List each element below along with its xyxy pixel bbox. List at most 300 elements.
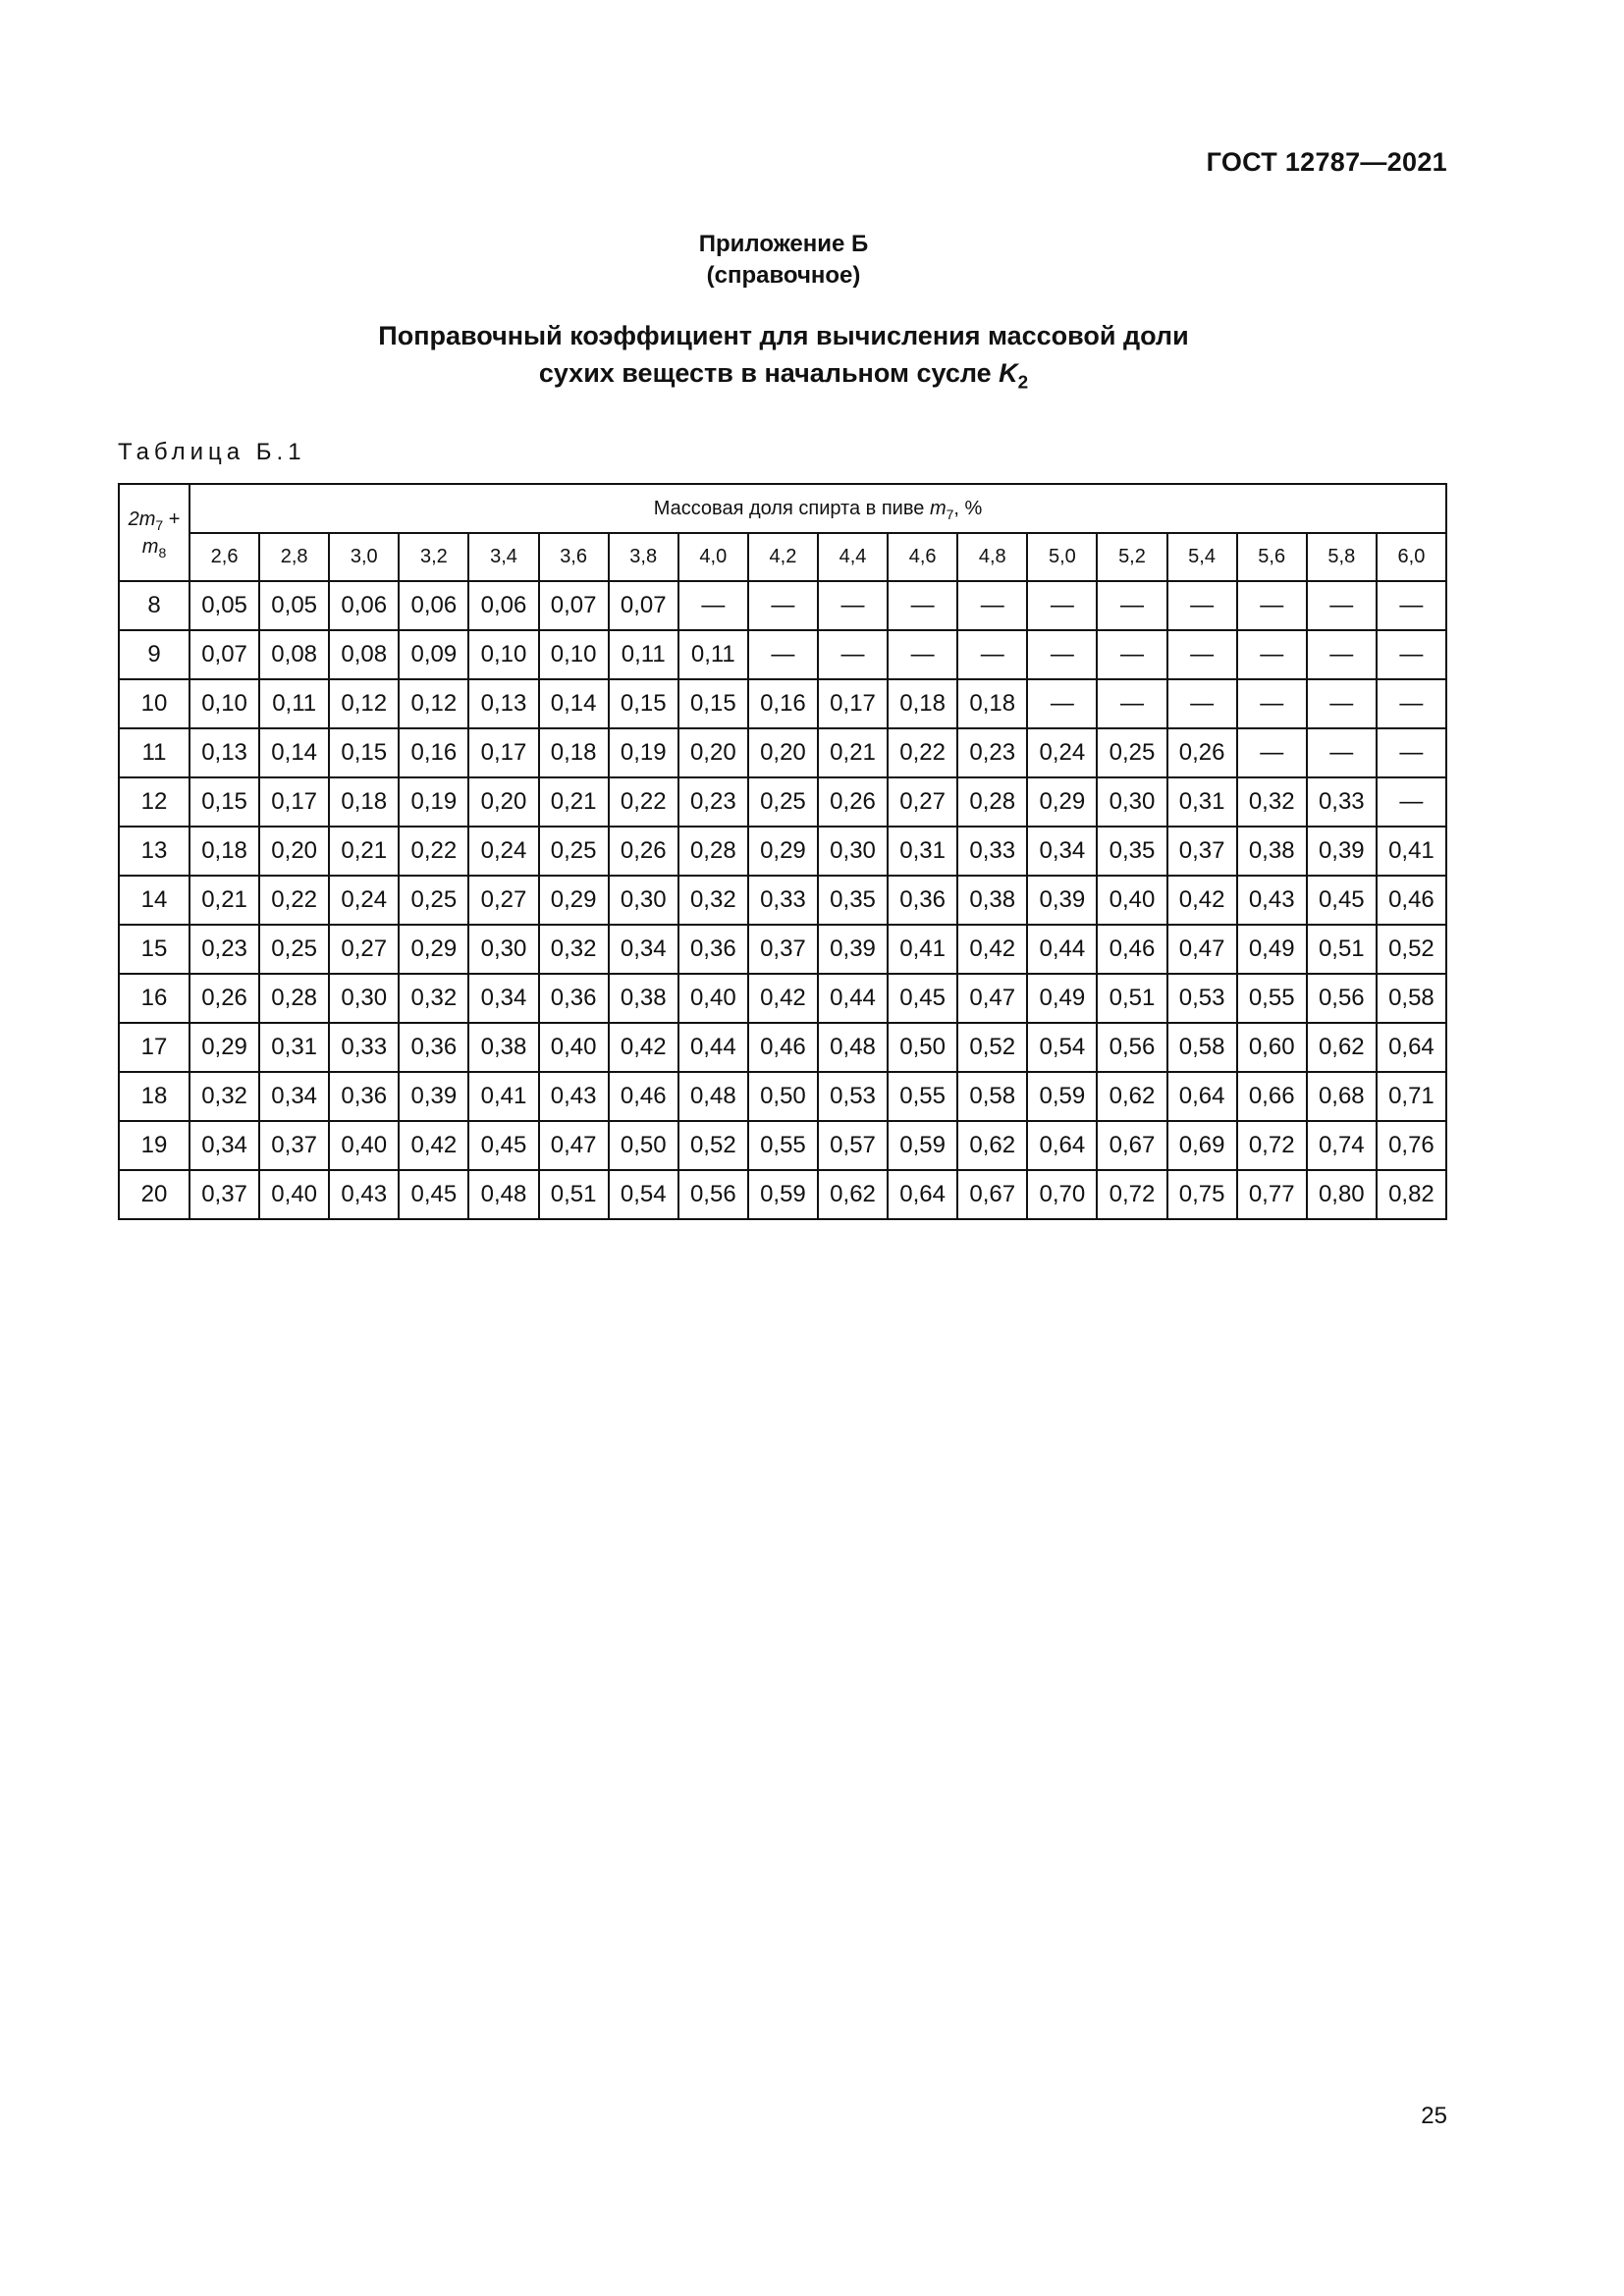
table-cell: 0,52 xyxy=(957,1023,1027,1072)
table-cell: 0,37 xyxy=(1167,827,1237,876)
table-cell: 0,57 xyxy=(818,1121,888,1170)
table-cell: 0,41 xyxy=(1377,827,1446,876)
corner-var-2: m xyxy=(141,535,159,558)
table-cell: 0,47 xyxy=(539,1121,609,1170)
table-cell: 0,55 xyxy=(888,1072,957,1121)
table-cell: 0,38 xyxy=(468,1023,538,1072)
table-cell: 0,32 xyxy=(678,876,748,925)
appendix-title: Приложение Б xyxy=(698,231,869,257)
table-header-row xyxy=(119,484,1446,533)
table-cell: 0,75 xyxy=(1167,1170,1237,1219)
table-cell: 0,49 xyxy=(1027,974,1097,1023)
table-cell: 0,18 xyxy=(888,679,957,728)
row-header: 20 xyxy=(119,1170,189,1219)
column-header: 3,4 xyxy=(468,533,538,581)
table-cell: — xyxy=(1237,581,1307,630)
table-cell: — xyxy=(1377,581,1446,630)
table-cell: 0,34 xyxy=(1027,827,1097,876)
table-cell: 0,42 xyxy=(609,1023,678,1072)
table-cell: 0,11 xyxy=(678,630,748,679)
table-cell: 0,62 xyxy=(1097,1072,1166,1121)
table-cell: 0,14 xyxy=(539,679,609,728)
table-row xyxy=(119,827,1446,876)
table-cell: 0,38 xyxy=(957,876,1027,925)
table-cell: 0,47 xyxy=(957,974,1027,1023)
title-symbol: K xyxy=(999,358,1018,388)
table-cell: 0,11 xyxy=(259,679,329,728)
table-cell: 0,59 xyxy=(748,1170,818,1219)
table-cell: 0,22 xyxy=(888,728,957,777)
row-header: 12 xyxy=(119,777,189,827)
table-cell: 0,12 xyxy=(329,679,399,728)
table-cell: 0,45 xyxy=(468,1121,538,1170)
table-cell: 0,31 xyxy=(1167,777,1237,827)
table-row xyxy=(119,581,1446,630)
table-cell: 0,51 xyxy=(539,1170,609,1219)
table-cell: 0,05 xyxy=(259,581,329,630)
table-cell: 0,37 xyxy=(259,1121,329,1170)
table-cell: 0,30 xyxy=(468,925,538,974)
title-line-2 xyxy=(0,354,1567,392)
row-header: 19 xyxy=(119,1121,189,1170)
table-cell: 0,45 xyxy=(1307,876,1377,925)
table-cell: 0,22 xyxy=(399,827,468,876)
table-row xyxy=(119,1023,1446,1072)
table-cell: 0,56 xyxy=(1097,1023,1166,1072)
table-cell: 0,23 xyxy=(957,728,1027,777)
table-cell: 0,17 xyxy=(259,777,329,827)
span-header-suffix: , % xyxy=(953,497,983,519)
table-cell: 0,35 xyxy=(1097,827,1166,876)
page-number: 25 xyxy=(1421,2103,1447,2129)
table-cell: 0,43 xyxy=(329,1170,399,1219)
table-cell: 0,15 xyxy=(329,728,399,777)
table-cell: 0,08 xyxy=(259,630,329,679)
table-cell: 0,15 xyxy=(189,777,259,827)
table-cell: — xyxy=(957,581,1027,630)
table-cell: 0,59 xyxy=(888,1121,957,1170)
table-cell: 0,53 xyxy=(1167,974,1237,1023)
row-header: 10 xyxy=(119,679,189,728)
corner-line-1 xyxy=(120,506,189,533)
table-cell: 0,36 xyxy=(399,1023,468,1072)
table-cell: 0,21 xyxy=(189,876,259,925)
table-cell: 0,82 xyxy=(1377,1170,1446,1219)
table-cell: 0,28 xyxy=(259,974,329,1023)
table-cell: — xyxy=(1377,728,1446,777)
table-cell: 0,52 xyxy=(1377,925,1446,974)
row-header: 11 xyxy=(119,728,189,777)
corner-sub-2: 8 xyxy=(158,544,167,561)
table-cell: 0,48 xyxy=(678,1072,748,1121)
table-row xyxy=(119,925,1446,974)
table-cell: 0,21 xyxy=(539,777,609,827)
table-cell: 0,42 xyxy=(748,974,818,1023)
table-cell: 0,62 xyxy=(818,1170,888,1219)
table-cell: 0,36 xyxy=(678,925,748,974)
table-cell: 0,15 xyxy=(609,679,678,728)
column-header: 6,0 xyxy=(1377,533,1446,581)
table-cell: 0,30 xyxy=(609,876,678,925)
table-cell: 0,64 xyxy=(1167,1072,1237,1121)
table-cell: 0,76 xyxy=(1377,1121,1446,1170)
table-cell: 0,25 xyxy=(1097,728,1166,777)
table-cell: 0,21 xyxy=(818,728,888,777)
table-cell: 0,46 xyxy=(609,1072,678,1121)
table-cell: 0,64 xyxy=(1377,1023,1446,1072)
table-cell: 0,59 xyxy=(1027,1072,1097,1121)
table-cell: 0,33 xyxy=(1307,777,1377,827)
table-cell: — xyxy=(748,581,818,630)
table-cell: 0,40 xyxy=(678,974,748,1023)
column-header: 4,0 xyxy=(678,533,748,581)
table-cell: 0,20 xyxy=(468,777,538,827)
column-header: 4,2 xyxy=(748,533,818,581)
table-cell: 0,69 xyxy=(1167,1121,1237,1170)
table-cell: 0,16 xyxy=(399,728,468,777)
table-cell: 0,55 xyxy=(748,1121,818,1170)
table-cell: 0,44 xyxy=(1027,925,1097,974)
table-cell: — xyxy=(1377,777,1446,827)
table-cell: 0,46 xyxy=(1097,925,1166,974)
table-cell: 0,39 xyxy=(818,925,888,974)
table-cell: 0,37 xyxy=(189,1170,259,1219)
table-cell: 0,05 xyxy=(189,581,259,630)
table-cell: 0,40 xyxy=(539,1023,609,1072)
table-cell: — xyxy=(1237,679,1307,728)
table-cell: 0,54 xyxy=(609,1170,678,1219)
table-cell: 0,06 xyxy=(399,581,468,630)
table-cell: 0,56 xyxy=(678,1170,748,1219)
table-cell: 0,29 xyxy=(1027,777,1097,827)
table-cell: 0,22 xyxy=(259,876,329,925)
row-header: 9 xyxy=(119,630,189,679)
row-header: 16 xyxy=(119,974,189,1023)
table-cell: 0,62 xyxy=(957,1121,1027,1170)
table-cell: 0,62 xyxy=(1307,1023,1377,1072)
table-cell: 0,17 xyxy=(468,728,538,777)
column-header: 5,0 xyxy=(1027,533,1097,581)
table-cell: — xyxy=(1167,581,1237,630)
table-cell: 0,36 xyxy=(888,876,957,925)
table-cell: 0,34 xyxy=(189,1121,259,1170)
table-row xyxy=(119,876,1446,925)
table-cell: 0,06 xyxy=(468,581,538,630)
table-cell: 0,34 xyxy=(259,1072,329,1121)
table-cell: 0,36 xyxy=(539,974,609,1023)
table-cell: 0,35 xyxy=(818,876,888,925)
table-cell: 0,42 xyxy=(1167,876,1237,925)
corner-var-1: 2m xyxy=(128,507,156,530)
alcohol-fraction-header xyxy=(189,484,1446,533)
table-cell: 0,11 xyxy=(609,630,678,679)
table-cell: 0,06 xyxy=(329,581,399,630)
table-cell: 0,39 xyxy=(399,1072,468,1121)
row-header: 14 xyxy=(119,876,189,925)
table-cell: 0,07 xyxy=(539,581,609,630)
table-cell: — xyxy=(1377,630,1446,679)
table-cell: 0,51 xyxy=(1307,925,1377,974)
table-cell: 0,40 xyxy=(259,1170,329,1219)
column-header: 3,6 xyxy=(539,533,609,581)
table-cell: 0,27 xyxy=(888,777,957,827)
column-header: 4,8 xyxy=(957,533,1027,581)
table-cell: — xyxy=(1307,581,1377,630)
table-cell: 0,72 xyxy=(1237,1121,1307,1170)
table-cell: — xyxy=(1167,679,1237,728)
table-cell: 0,44 xyxy=(678,1023,748,1072)
table-cell: 0,31 xyxy=(259,1023,329,1072)
table-cell: 0,18 xyxy=(189,827,259,876)
table-cell: 0,43 xyxy=(1237,876,1307,925)
table-cell: 0,10 xyxy=(468,630,538,679)
table-cell: 0,25 xyxy=(399,876,468,925)
row-header: 15 xyxy=(119,925,189,974)
table-cell: 0,54 xyxy=(1027,1023,1097,1072)
table-cell: 0,77 xyxy=(1237,1170,1307,1219)
table-body xyxy=(119,581,1446,1219)
table-cell: 0,38 xyxy=(609,974,678,1023)
table-cell: 0,67 xyxy=(1097,1121,1166,1170)
document-title xyxy=(0,317,1567,392)
table-cell: 0,27 xyxy=(468,876,538,925)
table-cell: 0,07 xyxy=(189,630,259,679)
table-cell: 0,67 xyxy=(957,1170,1027,1219)
table-cell: 0,30 xyxy=(818,827,888,876)
column-header: 3,8 xyxy=(609,533,678,581)
table-cell: 0,38 xyxy=(1237,827,1307,876)
title-line-2-text: сухих веществ в начальном сусле xyxy=(538,358,1000,388)
column-header: 4,4 xyxy=(818,533,888,581)
table-cell: 0,37 xyxy=(748,925,818,974)
table-cell: 0,18 xyxy=(957,679,1027,728)
span-header-text: Массовая доля спирта в пиве xyxy=(653,497,930,519)
table-cell: 0,45 xyxy=(888,974,957,1023)
table-cell: 0,24 xyxy=(468,827,538,876)
table-row xyxy=(119,630,1446,679)
table-cell: — xyxy=(1307,679,1377,728)
table-cell: — xyxy=(678,581,748,630)
table-cell: 0,52 xyxy=(678,1121,748,1170)
table-row xyxy=(119,974,1446,1023)
column-header: 3,2 xyxy=(399,533,468,581)
table-cell: 0,53 xyxy=(818,1072,888,1121)
appendix-status: (справочное) xyxy=(706,262,861,289)
table-row xyxy=(119,1121,1446,1170)
column-header: 3,0 xyxy=(329,533,399,581)
table-cell: 0,48 xyxy=(818,1023,888,1072)
table-cell: 0,46 xyxy=(1377,876,1446,925)
table-cell: 0,25 xyxy=(748,777,818,827)
table-cell: 0,25 xyxy=(259,925,329,974)
table-cell: 0,29 xyxy=(189,1023,259,1072)
standard-code: ГОСТ 12787—2021 xyxy=(1206,147,1447,177)
table-cell: 0,39 xyxy=(1027,876,1097,925)
table-cell: 0,30 xyxy=(329,974,399,1023)
table-cell: 0,29 xyxy=(399,925,468,974)
corner-plus: + xyxy=(163,507,181,530)
table-cell: 0,14 xyxy=(259,728,329,777)
table-row xyxy=(119,1072,1446,1121)
table-cell: 0,29 xyxy=(539,876,609,925)
table-cell: 0,44 xyxy=(818,974,888,1023)
row-header: 18 xyxy=(119,1072,189,1121)
table-cell: 0,28 xyxy=(957,777,1027,827)
correction-coefficient-table xyxy=(118,483,1447,1220)
table-cell: 0,64 xyxy=(1027,1121,1097,1170)
table-cell: 0,12 xyxy=(399,679,468,728)
table-cell: 0,20 xyxy=(259,827,329,876)
table-cell: 0,42 xyxy=(957,925,1027,974)
table-cell: 0,18 xyxy=(539,728,609,777)
table-cell: 0,24 xyxy=(329,876,399,925)
table-row xyxy=(119,1170,1446,1219)
table-cell: 0,27 xyxy=(329,925,399,974)
table-corner-header xyxy=(119,484,189,581)
table-cell: 0,40 xyxy=(329,1121,399,1170)
table-cell: — xyxy=(957,630,1027,679)
table-cell: — xyxy=(818,581,888,630)
table-cell: 0,39 xyxy=(1307,827,1377,876)
table-cell: 0,10 xyxy=(539,630,609,679)
table-cell: 0,28 xyxy=(678,827,748,876)
table-cell: 0,41 xyxy=(468,1072,538,1121)
table-cell: 0,32 xyxy=(1237,777,1307,827)
table-cell: — xyxy=(1027,679,1097,728)
table-cell: — xyxy=(1307,728,1377,777)
column-header-row xyxy=(119,533,1446,581)
table-cell: 0,40 xyxy=(1097,876,1166,925)
column-header: 2,8 xyxy=(259,533,329,581)
table-cell: 0,32 xyxy=(189,1072,259,1121)
table-cell: — xyxy=(1307,630,1377,679)
table-cell: 0,20 xyxy=(748,728,818,777)
table-cell: 0,32 xyxy=(539,925,609,974)
table-cell: 0,09 xyxy=(399,630,468,679)
table-cell: 0,42 xyxy=(399,1121,468,1170)
table-cell: — xyxy=(888,630,957,679)
corner-line-2 xyxy=(120,533,189,561)
row-header: 13 xyxy=(119,827,189,876)
table-cell: 0,20 xyxy=(678,728,748,777)
table-cell: 0,26 xyxy=(189,974,259,1023)
table-cell: — xyxy=(748,630,818,679)
column-header: 2,6 xyxy=(189,533,259,581)
table-cell: — xyxy=(1097,630,1166,679)
table-cell: 0,50 xyxy=(609,1121,678,1170)
column-header: 5,4 xyxy=(1167,533,1237,581)
span-header-var: m xyxy=(929,497,947,519)
table-cell: 0,17 xyxy=(818,679,888,728)
table-cell: 0,36 xyxy=(329,1072,399,1121)
table-cell: 0,22 xyxy=(609,777,678,827)
table-cell: 0,26 xyxy=(1167,728,1237,777)
table-cell: — xyxy=(1237,728,1307,777)
table-cell: 0,80 xyxy=(1307,1170,1377,1219)
table-cell: — xyxy=(1097,679,1166,728)
table-cell: 0,19 xyxy=(399,777,468,827)
table-cell: 0,13 xyxy=(189,728,259,777)
span-header-sub: 7 xyxy=(946,506,954,522)
table-cell: 0,24 xyxy=(1027,728,1097,777)
table-cell: — xyxy=(888,581,957,630)
column-header: 5,6 xyxy=(1237,533,1307,581)
table-label: Таблица Б.1 xyxy=(118,439,306,465)
table-cell: 0,26 xyxy=(609,827,678,876)
column-header: 4,6 xyxy=(888,533,957,581)
table-cell: 0,74 xyxy=(1307,1121,1377,1170)
corner-sub-1: 7 xyxy=(155,516,164,533)
table-cell: 0,16 xyxy=(748,679,818,728)
table-cell: 0,66 xyxy=(1237,1072,1307,1121)
table-cell: 0,47 xyxy=(1167,925,1237,974)
table-cell: 0,30 xyxy=(1097,777,1166,827)
title-symbol-subscript: 2 xyxy=(1017,372,1029,394)
table-cell: 0,26 xyxy=(818,777,888,827)
table-cell: 0,48 xyxy=(468,1170,538,1219)
table-cell: 0,68 xyxy=(1307,1072,1377,1121)
table-cell: 0,33 xyxy=(957,827,1027,876)
table-cell: — xyxy=(1167,630,1237,679)
table-cell: 0,32 xyxy=(399,974,468,1023)
table-cell: 0,56 xyxy=(1307,974,1377,1023)
table-cell: 0,46 xyxy=(748,1023,818,1072)
table-cell: 0,23 xyxy=(189,925,259,974)
column-header: 5,8 xyxy=(1307,533,1377,581)
table-cell: — xyxy=(1237,630,1307,679)
table-cell: 0,25 xyxy=(539,827,609,876)
column-header: 5,2 xyxy=(1097,533,1166,581)
table-cell: 0,13 xyxy=(468,679,538,728)
table-cell: 0,55 xyxy=(1237,974,1307,1023)
table-cell: 0,08 xyxy=(329,630,399,679)
table-cell: 0,58 xyxy=(957,1072,1027,1121)
table-cell: 0,10 xyxy=(189,679,259,728)
title-line-1: Поправочный коэффициент для вычисления массовой доли xyxy=(378,321,1189,350)
table-cell: 0,33 xyxy=(329,1023,399,1072)
table-cell: — xyxy=(1027,581,1097,630)
table-cell: 0,41 xyxy=(888,925,957,974)
table-cell: 0,64 xyxy=(888,1170,957,1219)
table-cell: 0,45 xyxy=(399,1170,468,1219)
table-cell: 0,58 xyxy=(1377,974,1446,1023)
table-cell: 0,07 xyxy=(609,581,678,630)
table-cell: 0,18 xyxy=(329,777,399,827)
table-cell: 0,21 xyxy=(329,827,399,876)
table-cell: 0,19 xyxy=(609,728,678,777)
table-cell: 0,33 xyxy=(748,876,818,925)
table-cell: 0,71 xyxy=(1377,1072,1446,1121)
table-cell: 0,34 xyxy=(609,925,678,974)
table-cell: 0,29 xyxy=(748,827,818,876)
row-header: 17 xyxy=(119,1023,189,1072)
table-cell: 0,34 xyxy=(468,974,538,1023)
table-cell: 0,51 xyxy=(1097,974,1166,1023)
table-cell: 0,43 xyxy=(539,1072,609,1121)
appendix-heading xyxy=(0,229,1567,292)
table-cell: 0,72 xyxy=(1097,1170,1166,1219)
table-row xyxy=(119,777,1446,827)
table-cell: 0,50 xyxy=(888,1023,957,1072)
table-cell: — xyxy=(818,630,888,679)
table-cell: 0,60 xyxy=(1237,1023,1307,1072)
row-header: 8 xyxy=(119,581,189,630)
table-cell: 0,70 xyxy=(1027,1170,1097,1219)
table-cell: 0,31 xyxy=(888,827,957,876)
table-row xyxy=(119,679,1446,728)
table-row xyxy=(119,728,1446,777)
table-cell: 0,50 xyxy=(748,1072,818,1121)
